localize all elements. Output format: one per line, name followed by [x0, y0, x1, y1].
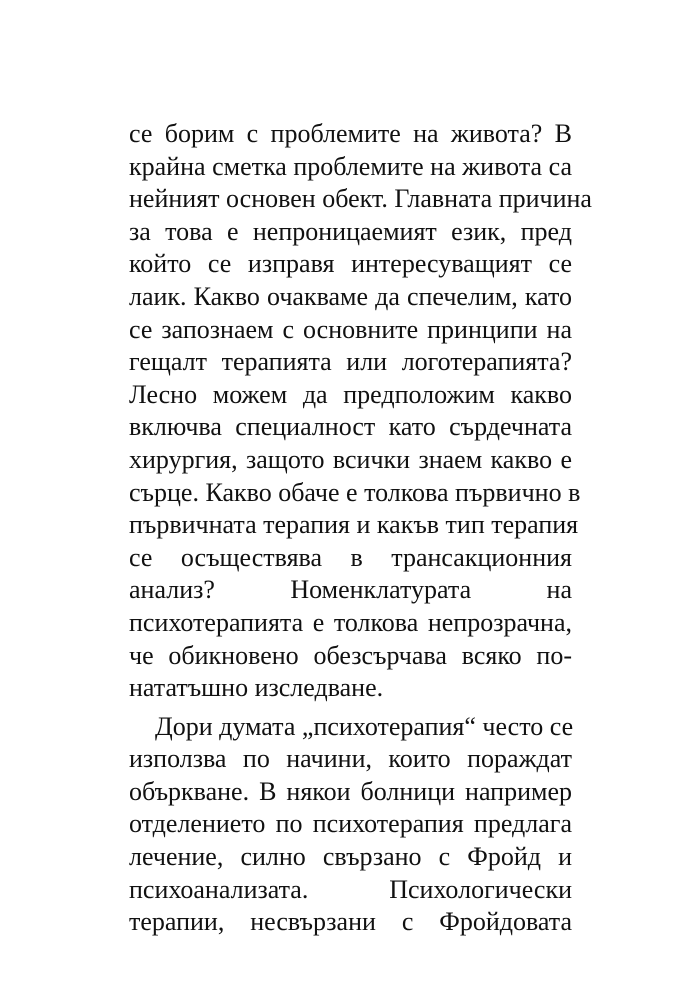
paragraph-1	[129, 118, 592, 705]
text-line: първичната терапия и какъв тип терапия	[129, 510, 579, 540]
text-line: Лесно можем да предположим какво	[129, 379, 572, 409]
text-line: че обикновено обезсърчава всяко по-	[129, 640, 572, 670]
text-line: нататъшно изследване.	[129, 673, 384, 703]
text-line: объркване. В някои болници например	[129, 776, 572, 806]
text-line: който се изправя интересуващият се	[129, 249, 572, 279]
text-line: крайна сметка проблемите на живота са	[129, 151, 572, 181]
text-line: използва по начини, които пораждат	[129, 744, 572, 774]
text-line: се борим с проблемите на живота? В	[129, 119, 572, 148]
text-line: включва специалност като сърдечната	[129, 412, 572, 442]
text-line: Дори думата „психотерапия“ често се	[155, 711, 574, 741]
paragraph-2	[129, 711, 572, 939]
text-line: отделението по психотерапия предлага	[129, 809, 572, 839]
text-line: психоанализата. Психологически	[129, 874, 572, 904]
text-line: лаик. Какво очакваме да спечелим, като	[129, 281, 572, 311]
text-line: се осъществява в трансакционния	[129, 542, 572, 572]
text-line: нейният основен обект. Главната причина	[129, 184, 592, 214]
text-line: се запознаем с основните принципи на	[129, 314, 572, 344]
text-line: сърце. Какво обаче е толкова първично в	[129, 477, 581, 507]
text-line: гещалт терапията или логотерапията?	[129, 347, 572, 377]
text-line: анализ? Номенклатурата на	[129, 575, 572, 605]
text-line: хирургия, защото всички знаем какво е	[129, 444, 572, 474]
text-line: психотерапията е толкова непрозрачна,	[129, 607, 572, 637]
text-line: терапии, несвързани с Фройдовата	[129, 907, 572, 937]
body-text	[129, 118, 592, 939]
text-line: за това е непроницаемият език, пред	[129, 216, 572, 246]
text-line: лечение, силно свързано с Фройд и	[129, 842, 572, 872]
